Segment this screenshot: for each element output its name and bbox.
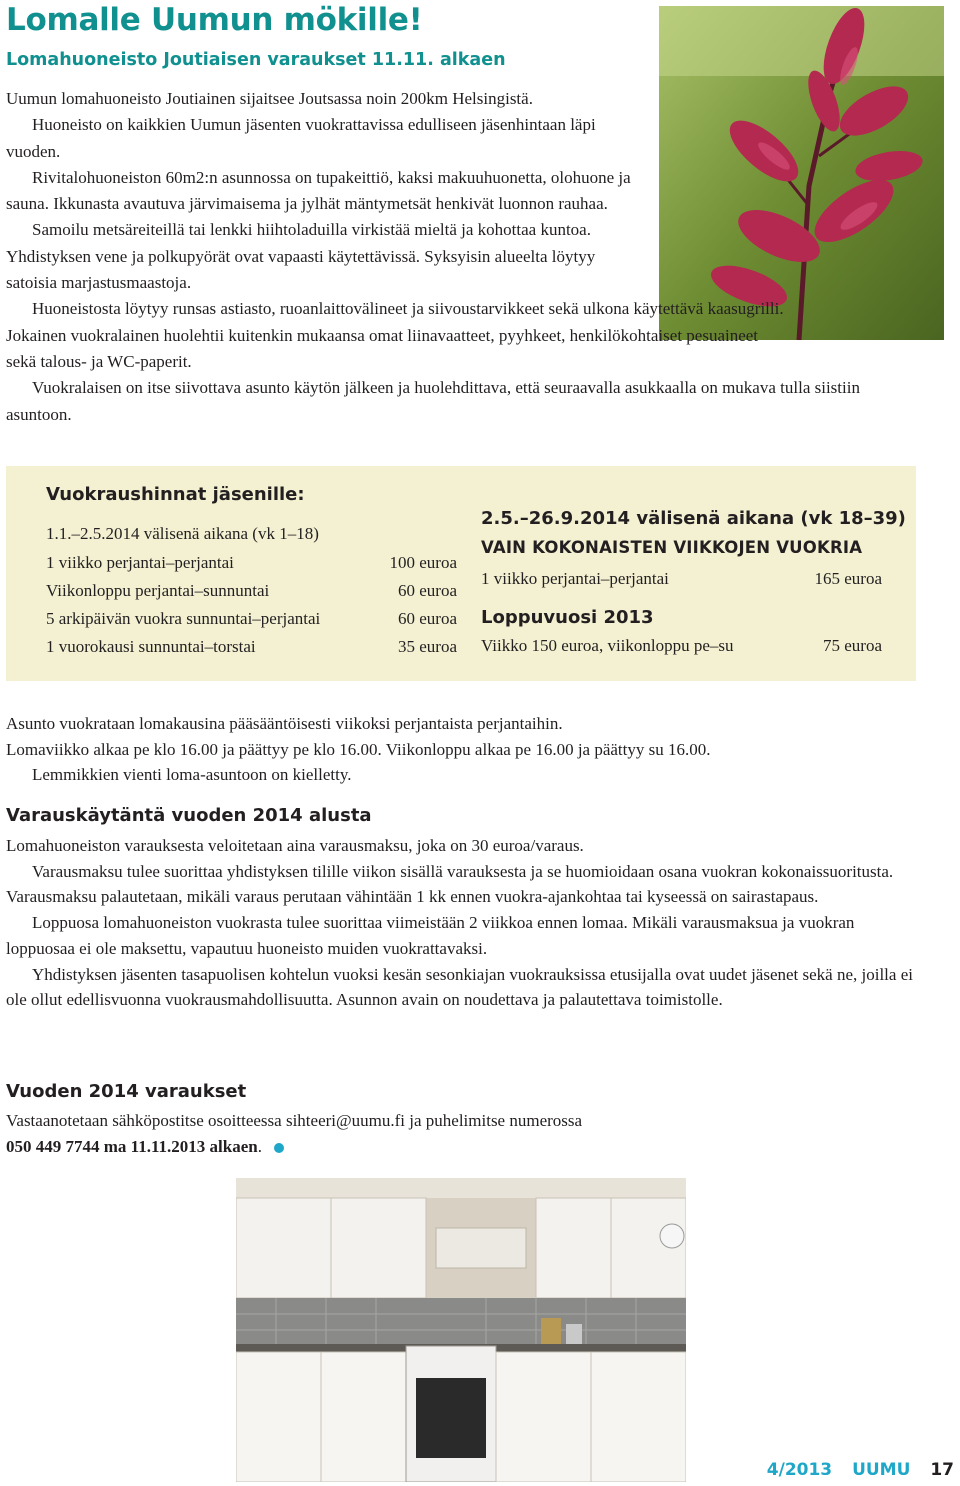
end-bullet-icon — [274, 1143, 284, 1153]
left-period: 1.1.–2.5.2014 välisenä aikana (vk 1–18) — [46, 524, 319, 543]
intro-paragraph: Huoneisto on kaikkien Uumun jäsenten vuokrattavissa edulliseen jäsenhintaan läpi vuoden. — [6, 115, 596, 161]
rental-info — [6, 711, 918, 788]
price-row-value: 75 euroa — [822, 636, 882, 655]
price-row-value: 60 euroa — [397, 581, 457, 600]
rental-info-line: Asunto vuokrataan lomakausina pääsääntöisesti viikoksi perjantaista perjantaihin. — [6, 714, 563, 733]
page-title: Lomalle Uumun mökille! — [6, 2, 423, 38]
footer-issue: 4/2013 — [766, 1460, 833, 1480]
price-row-label: Viikko 150 euroa, viikonloppu pe–su — [481, 636, 734, 655]
weeks-only-note: VAIN KOKONAISTEN VIIKKOJEN VUOKRIA — [481, 538, 863, 557]
price-row-value: 165 euroa — [814, 569, 882, 588]
intro-text — [6, 86, 901, 428]
price-row-value: 60 euroa — [397, 609, 457, 628]
reservations-text — [6, 1108, 918, 1159]
reservations-heading: Vuoden 2014 varaukset — [6, 1081, 247, 1102]
intro-paragraph: Vuokralaisen on itse siivottava asunto käytön jälkeen ja huolehdittava, että seuraavalla asukkaalla on mukava tulla siistiin asuntoon. — [6, 378, 860, 424]
footer-page-number: 17 — [930, 1460, 954, 1480]
footer-magazine: UUMU — [852, 1460, 911, 1480]
price-row-label: 5 arkipäivän vuokra sunnuntai–perjantai — [46, 609, 321, 628]
intro-paragraph: Rivitalohuoneiston 60m2:n asunnossa on tupakeittiö, kaksi makuuhuonetta, olohuone ja sauna. Ikkunasta avautuva järvimaisema ja jylhät mäntymetsät henkivät luonnon rauhaa. — [6, 167, 631, 214]
intro-paragraph: Huoneistosta löytyy runsas astiasto, ruoanlaittovälineet ja siivoustarvikkeet sekä ulkona käytettävä kaasugrilli. Jokainen vuokralainen huolehtii kuitenkin mukaansa omat liinavaatteet, pyyhkeet, henkilökohtaiset pesuaineet sekä talous- ja WC-paperit. — [6, 299, 784, 371]
summer-period: 2.5.–26.9.2014 välisenä aikana (vk 18–39) — [481, 508, 906, 529]
rental-info-line: Lemmikkien vienti loma-asuntoon on kielletty. — [32, 765, 352, 785]
page-footer — [753, 1460, 954, 1480]
booking-paragraph: Loppuosa lomahuoneiston vuokrasta tulee suorittaa viimeistään 2 viikkoa ennen lomaa. Mikäli varausmaksua ja vuokran loppuosaa ei ole maksettu, vapautuu huoneisto muiden vuokrattavaksi. — [6, 913, 855, 958]
reservations-paragraph: Vastaanotetaan sähköpostitse osoitteessa sihteeri@uumu.fi ja puhelimitse numerossa — [6, 1111, 583, 1130]
intro-paragraph: Samoilu metsäreiteillä tai lenkki hiihtoladuilla virkistää mieltä ja kohottaa kuntoa. Yhdistyksen vene ja polkupyörät ovat vapaasti käytettävissä. Syksyisin alueelta löytyy satoisia marjastusmaastoja. — [6, 220, 596, 293]
price-row-label: 1 vuorokausi sunnuntai–torstai — [46, 637, 256, 656]
subtitle: Lomahuoneisto Joutiaisen varaukset 11.11. alkaen — [6, 50, 506, 70]
price-heading: Vuokraushinnat jäsenille: — [46, 484, 305, 505]
booking-paragraph: Lomahuoneiston varauksesta veloitetaan aina varausmaksu, joka on 30 euroa/varaus. — [6, 836, 584, 855]
price-row-label: 1 viikko perjantai–perjantai — [481, 569, 669, 588]
booking-text — [6, 833, 918, 1013]
intro-paragraph: Uumun lomahuoneisto Joutiainen sijaitsee Joutsassa noin 200km Helsingistä. — [6, 89, 533, 108]
price-box — [6, 466, 916, 681]
price-row-value: 35 euroa — [397, 637, 457, 656]
booking-heading: Varauskäytäntä vuoden 2014 alusta — [6, 805, 372, 826]
reservations-period: . — [257, 1136, 262, 1156]
price-row-label: Viikonloppu perjantai–sunnuntai — [46, 581, 270, 600]
reservations-phone: 050 449 7744 ma 11.11.2013 alkaen — [6, 1136, 258, 1156]
booking-paragraph: Yhdistyksen jäsenten tasapuolisen kohtelun vuoksi kesän sesonkiajan vuokrauksissa etusijalla ovat uudet jäsenet sekä ne, joilla ei ole ollut edellisvuonna vuokrausmahdollisuutta. Asunnon avain on noudettava ja palautettava toimistolle. — [6, 964, 913, 1010]
price-row-label: 1 viikko perjantai–perjantai — [46, 553, 234, 572]
price-row-value: 100 euroa — [389, 553, 457, 572]
leftover-heading: Loppuvuosi 2013 — [481, 607, 654, 628]
booking-paragraph: Varausmaksu tulee suorittaa yhdistyksen tilille viikon sisällä varauksesta ja se huomioidaan osana vuokran kokonaissuoritusta. Varausmaksu palautetaan, mikäli varaus perutaan vähintään 1 kk ennen vuokra-ajankohtaa tai kyseessä on sairastapaus. — [6, 861, 894, 907]
rental-info-line: Lomaviikko alkaa pe klo 16.00 ja päättyy pe klo 16.00. Viikonloppu alkaa pe 16.00 ja päättyy su 16.00. — [6, 739, 711, 759]
kitchen-photo — [236, 1178, 686, 1482]
